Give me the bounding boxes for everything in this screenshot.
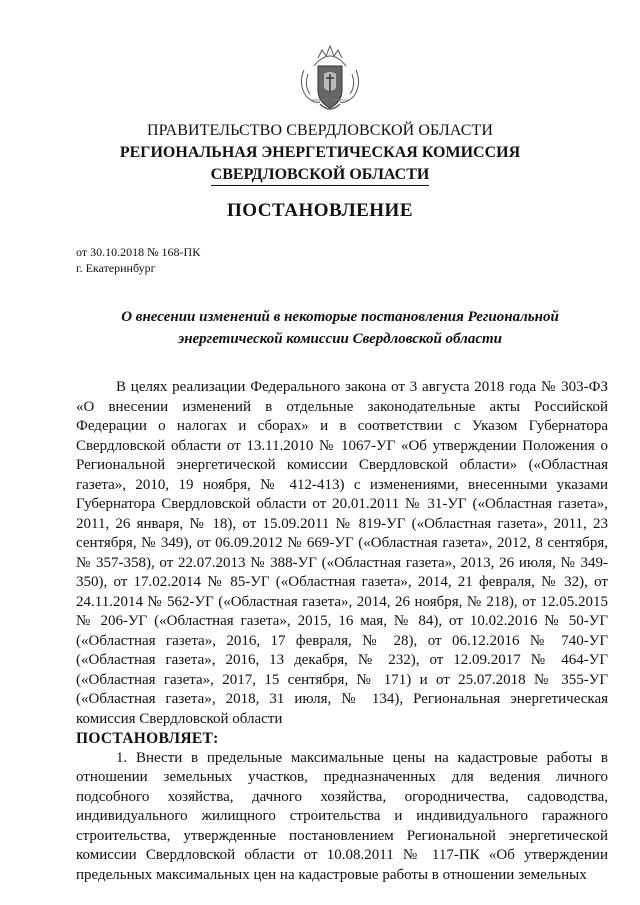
region-name [0, 166, 640, 186]
document-body [76, 378, 608, 885]
preamble-paragraph: В целях реализации Федерального закона от 3 августа 2018 года № 303-ФЗ «О внесении изменений в отдельные законодательные акты Российской Федерации о налогах и сборах» и в соответствии с Указом Губернатора Свердловской области от 13.11.2010 № 1067-УГ «Об утверждении Положения о Региональной энергетической комиссии Свердловской области» («Областная газета», 2010, 19 ноября, № 412-413) с изменениями, внесенными указами Губернатора Свердловской области от 20.01.2011 № 31-УГ («Областная газета», 2011, 26 января, № 18), от 15.09.2011 № 819-УГ («Областная газета», 2011, 23 сентября, № 349), от 06.09.2012 № 669-УГ («Областная газета», 2012, 8 сентября, № 357-358), от 22.07.2013 № 388-УГ («Областная газета», 2013, 26 июля, № 349-350), от 17.02.2014 № 85-УГ («Областная газета», 2014, 21 февраля, № 32), от 24.11.2014 № 562-УГ («Областная газета», 2014, 26 ноября, № 218), от 12.05.2015 № 206-УГ («Областная газета», 2015, 16 мая, № 84), от 10.02.2016 № 50-УГ («Областная газета», 2016, 17 февраля, № 28), от 06.12.2016 № 740-УГ («Областная газета», 2016, 13 декабря, № 232), от 12.09.2017 № 464-УГ («Областная газета», 2017, 15 сентября, № 171) и от 25.07.2018 № 355-УГ («Областная газета», 2018, 31 июля, № 134), Региональная энергетическая комиссия Свердловской области [76, 379, 608, 727]
document-title: ПОСТАНОВЛЕНИЕ [226, 200, 414, 221]
region-name-text: СВЕРДЛОВСКОЙ ОБЛАСТИ [211, 166, 430, 186]
commission-name: РЕГИОНАЛЬНАЯ ЭНЕРГЕТИЧЕСКАЯ КОМИССИЯ [119, 144, 521, 161]
city: г. Екатеринбург [76, 261, 156, 275]
government-name: ПРАВИТЕЛЬСТВО СВЕРДЛОВСКОЙ ОБЛАСТИ [146, 122, 494, 139]
document-subject: О внесении изменений в некоторые постановления Региональной энергетической комиссии Свердловской области [121, 309, 559, 347]
item-1-paragraph: 1. Внести в предельные максимальные цены на кадастровые работы в отношении земельных участков, предназначенных для ведения личного подсобного хозяйства, дачного хозяйства, огородничества, садоводства, индивидуального жилищного строительства и индивидуального гаражного строительства, утвержденные постановлением Региональной энергетической комиссии Свердловской области от 10.08.2011 № 117-ПК «Об утверждении предельных максимальных цен на кадастровые работы в отношении земельных [76, 749, 608, 883]
date-number: от 30.10.2018 № 168-ПК [76, 245, 201, 259]
coat-of-arms-emblem [296, 40, 364, 116]
decree-word: ПОСТАНОВЛЯЕТ: [76, 730, 219, 747]
